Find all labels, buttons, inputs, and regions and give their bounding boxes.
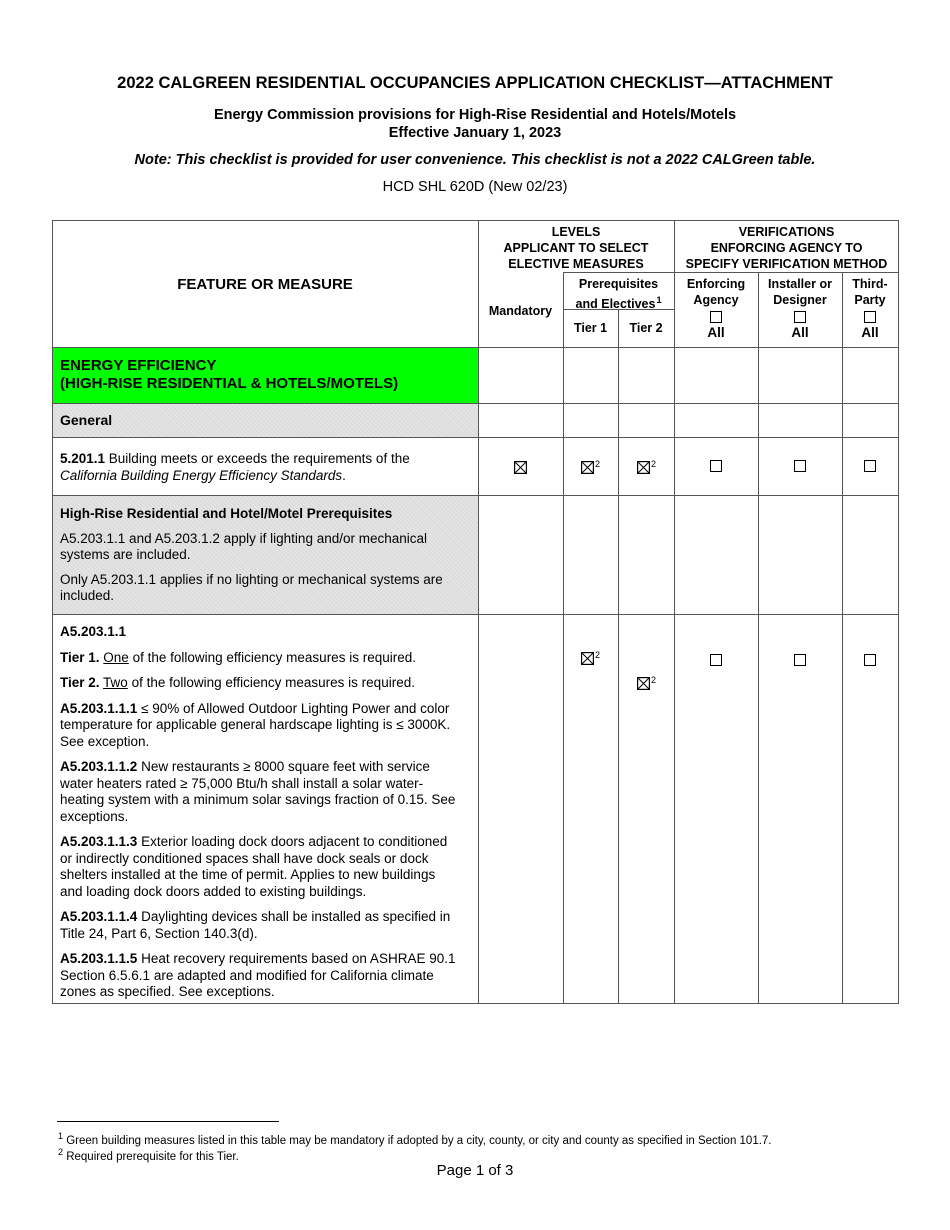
footnote-2: $^2$ Required prerequisite for this Tier. (58, 1147, 239, 1163)
tier2-header: Tier 2 (629, 321, 663, 335)
checked-box-icon (514, 461, 527, 474)
document-title: 2022 CALGREEN RESIDENTIAL OCCUPANCIES APPLICATION CHECKLIST—ATTACHMENT (117, 74, 833, 92)
convenience-note: Note: This checklist is provided for user convenience. This checklist is not a 2022 CALGreen table. (134, 152, 816, 168)
tier2-a5-203-1-1-checked[interactable]: 2 (637, 675, 656, 693)
checked-box-icon (581, 652, 594, 665)
third-party-a5-203-1-1-checkbox[interactable] (864, 654, 876, 666)
measure-5-201-1: 5.201.1 Building meets or exceeds the requirements of the California Building Energy Efficiency Standards. (60, 451, 410, 483)
mandatory-header: Mandatory (488, 304, 553, 318)
installer-designer-header: Installer or Designer All (768, 277, 832, 340)
general-band (52, 403, 478, 437)
measure-a5-203-1-1-1: A5.203.1.1.1 ≤ 90% of Allowed Outdoor Lighting Power and color temperature for applicable general hardscape lighting is ≤ 3000K. See exception. (60, 700, 451, 749)
third-party-all-checkbox[interactable] (864, 311, 876, 323)
checked-box-icon (637, 677, 650, 690)
enforcing-a5-203-1-1-checkbox[interactable] (710, 654, 722, 666)
feature-or-measure-header: FEATURE OR MEASURE (177, 276, 353, 293)
enforcing-all-checkbox[interactable] (710, 311, 722, 323)
tier1-5-201-1-checked[interactable]: 2 (581, 459, 600, 477)
footnote-1: $^1$ Green building measures listed in this table may be mandatory if adopted by a city, county, or city and county as specified in Section 101.7. (58, 1131, 772, 1147)
energy-efficiency-heading: ENERGY EFFICIENCY (HIGH-RISE RESIDENTIAL & HOTELS/MOTELS) (60, 357, 399, 392)
enforcing-5-201-1-checkbox[interactable] (710, 460, 722, 472)
levels-header: LEVELS APPLICANT TO SELECT ELECTIVE MEASURES (503, 225, 649, 271)
enforcing-agency-header: Enforcing Agency All (686, 277, 746, 340)
installer-5-201-1-checkbox[interactable] (794, 460, 806, 472)
mandatory-5-201-1-checked[interactable] (514, 459, 527, 477)
effective-date: Effective January 1, 2023 (388, 125, 562, 141)
footnote-divider (57, 1121, 279, 1122)
third-party-5-201-1-checkbox[interactable] (864, 460, 876, 472)
page-number: Page 1 of 3 (436, 1162, 514, 1179)
tier2-5-201-1-checked[interactable]: 2 (637, 459, 656, 477)
verifications-header: VERIFICATIONS ENFORCING AGENCY TO SPECIFY VERIFICATION METHOD (685, 225, 888, 271)
measure-a5-203-1-1-5: A5.203.1.1.5 Heat recovery requirements based on ASHRAE 90.1 Section 6.5.6.1 are adapted and modified for California climate zones as specified. See exceptions. (60, 951, 456, 999)
checked-box-icon (581, 461, 594, 474)
tier1-header: Tier 1 (573, 321, 608, 335)
installer-all-checkbox[interactable] (794, 311, 806, 323)
measure-a5-203-1-1-2: A5.203.1.1.2 New restaurants ≥ 8000 square feet with service water heaters rated ≥ 75,000 Btu/h shall install a solar water- heating system with a minimum solar savings fraction of 0.15. See exceptions. (60, 759, 456, 824)
a5-203-1-1-section: A5.203.1.1 Tier 1. One of the following efficiency measures is required. Tier 2. Two of the following efficiency measures is required. A5.203.1.1.1 ≤ 90% of Allowed Outdoor Lighting Power and color temperature for applicable general hardscape lighting is ≤ 3000K. See exception. A5.203.1.1.2 New restaurants ≥ 8000 square feet with service water heaters rated ≥ 75,000 Btu/h shall install a solar water- heating system with a minimum solar savings fraction of 0.15. See exceptions. A5.203.1.1.3 Exterior loading dock doors adjacent to conditioned or indirectly conditioned spaces shall have dock seals or dock shelters installed at the time of permit. Applies to new buildings and loading dock doors added to existing buildings. A5.203.1.1.4 Daylighting devices shall be installed as specified in Title 24, Part 6, Section 140.3(d). A5.203.1.1.5 Heat recovery requirements based on ASHRAE 90.1 Section 6.5.6.1 are adapted and modified for California climate zones as specified. See exceptions. (60, 624, 456, 999)
form-number: HCD SHL 620D (New 02/23) (382, 179, 568, 195)
document-subtitle: Energy Commission provisions for High-Rise Residential and Hotels/Motels (213, 107, 737, 123)
installer-a5-203-1-1-checkbox[interactable] (794, 654, 806, 666)
measure-a5-203-1-1-4: A5.203.1.1.4 Daylighting devices shall be installed as specified in Title 24, Part 6, Section 140.3(d). (60, 909, 451, 941)
third-party-header: Third- Party All (852, 277, 888, 340)
tier1-a5-203-1-1-checked[interactable]: 2 (581, 650, 600, 668)
general-heading: General (60, 412, 113, 428)
prerequisites-section: High-Rise Residential and Hotel/Motel Prerequisites A5.203.1.1 and A5.203.1.2 apply if lighting and/or mechanical systems are included. Only A5.203.1.1 applies if no lighting or mechanical systems are included. (60, 506, 443, 603)
measure-a5-203-1-1-3: A5.203.1.1.3 Exterior loading dock doors adjacent to conditioned or indirectly conditioned spaces shall have dock seals or dock shelters installed at the time of permit. Applies to new buildings and loading dock doors added to existing buildings. (60, 834, 448, 899)
prerequisites-header: Prerequisites and Electives$^1$ (575, 277, 662, 311)
checked-box-icon (637, 461, 650, 474)
